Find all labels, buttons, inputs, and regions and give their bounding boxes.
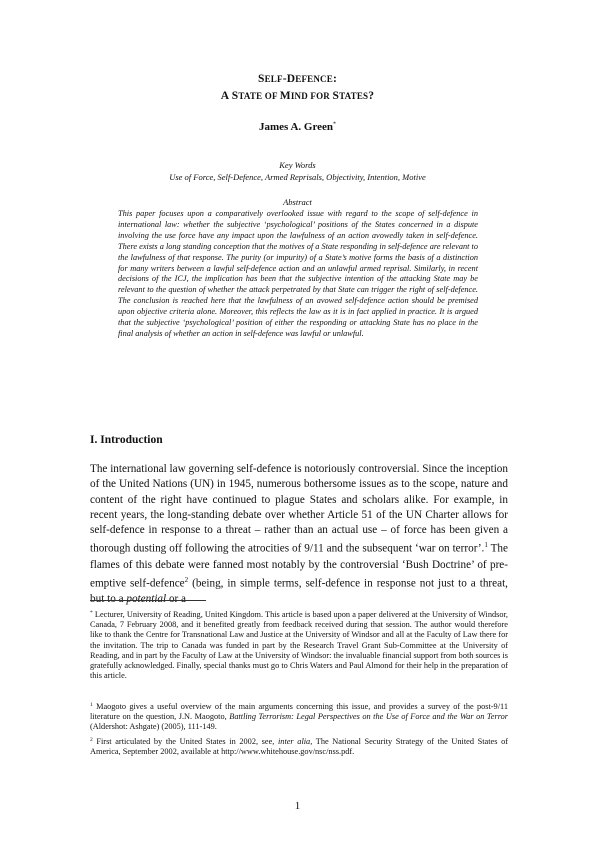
footnote-2: $^2$ First articulated by the United States in 2002, see, inter alia, The National Security Strategy of the United States of America, September 2002, available at http://www.whitehouse.gov/nsc/nss.pdf. [90,737,508,757]
footnote-1: $^1$ Maogoto gives a useful overview of the main arguments concerning this issue, and provides a survey of the post-9/11 literature on the question, J.N. Maogoto, Battling Terrorism: Legal Perspectives on the Use of Force and the War on Terror (Aldershot: Ashgate) (2005), 111-149. [90,702,508,732]
keywords-heading: Key Words [279,160,316,170]
footnote-ref-1: 1 [484,541,488,550]
body-paragraph: The international law governing self-defence is notoriously controversial. Since the inception of the United Nations (UN) in 1945, numerous bothersome issues as to the scope, nature and content of the right have continued to plague States and scholars alike. For example, in recent years, the long-standing debate over whether Article 51 of the UN Charter allows for self-defence in response to a threat – rather than an actual use – of force has been given a thorough dusting off following the atrocities of 9/11 and the subsequent ‘war on terror’.$^1$ The flames of this debate were fanned most notably by the controversial ‘Bush Doctrine’ of pre-emptive self-defence$^2$ (being, in simple terms, self-defence in response not just to a threat, but to a potential or a [90,463,508,605]
author-footnote-marker: * [333,121,337,128]
abstract-text: This paper focuses upon a comparatively overlooked issue with regard to the scope of self-defence in international law: whether the subjective ‘psychological’ positions of the States concerned in a dispute involving the use force have any impact upon the lawfulness of an action avowedly taken in self-defence. There exists a long standing conception that the motives of a State responding in self-defence are relevant to the lawfulness of that response. The purity (or impurity) of a State’s motive forms the basis of a distinction for many writers between a lawful self-defence action and an unlawful armed reprisal. Similarly, in recent decisions of the ICJ, the implication has been that the subjective intention of the attacking State may be relevant to the question of whether the attack perpetrated by that State can trigger the right of self-defence. The conclusion is reached here that the lawfulness of an avowed self-defence action should be premised upon objective criteria alone. Moreover, this reflects the law as it is in fact applied in practice. It is argued that the subjective ‘psychological’ position of either the responding or attacking State has no place in the final analysis of whether an action in self-defence was lawful or unlawful. [118,209,478,338]
footnote-divider [90,600,206,601]
footnote-author: * Lecturer, University of Reading, United Kingdom. This article is based upon a paper delivered at the University of Windsor, Canada, 7 February 2008, and it benefited greatly from feedback received during that session. The author would therefore like to thank the Centre for Transnational Law and Justice at the University of Windsor and all at the Faculty of Law there for the invitation. The trip to Canada was funded in part by the Research Travel Grant Sub-Committee at the University of Reading, and in part by the Faculty of Law at the University of Windsor: the invaluable financial support from both sources is gratefully acknowledged. Finally, special thanks must go to Chris Waters and Paul Almond for their help in the preparation of this article. [90,610,508,681]
footnote-ref-2: 2 [184,575,189,584]
paper-title-line-2: A STATE OF MIND FOR STATES? [220,90,375,102]
page-number: 1 [294,800,301,812]
paper-title-line-1: SELF-DEFENCE: [257,73,337,85]
section-heading: I. Introduction [90,434,163,446]
keywords-list: Use of Force, Self-Defence, Armed Reprisals, Objectivity, Intention, Motive [169,172,426,182]
author-name: James A. Green* [258,121,337,133]
abstract-heading: Abstract [283,197,312,207]
